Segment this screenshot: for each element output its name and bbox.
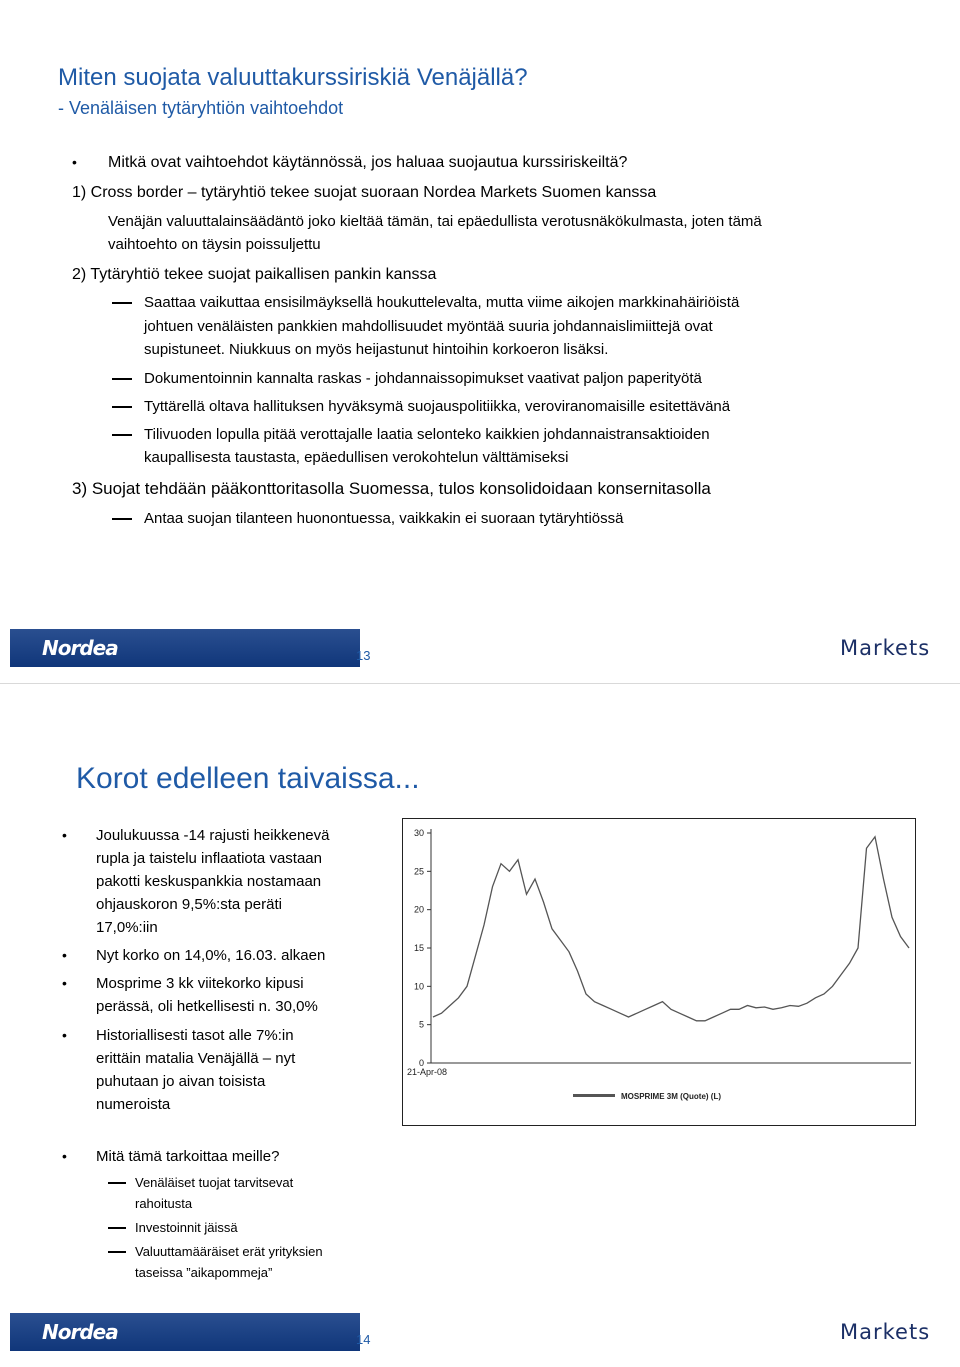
bullet-1-line2: rupla ja taistelu inflaatiota vastaan (96, 850, 322, 867)
option-2-item-3: Tyttärellä oltava hallituksen hyväksymä suojauspolitiikka, veroviranomaisille esitettävänä (144, 398, 731, 415)
bullet-dot: • (72, 154, 77, 170)
option-1-note-line1: Venäjän valuuttalainsäädäntö joko kieltää tämän, tai epäedullista verotusnäkökulmasta, joten tämä (108, 213, 762, 230)
slide-14 (0, 684, 960, 1367)
question-text: Mitkä ovat vaihtoehdot käytännössä, jos haluaa suojautua kurssiriskeiltä? (108, 154, 628, 171)
dash-marker (112, 518, 132, 520)
mosprime-chart (402, 818, 916, 1126)
dash-marker (112, 378, 132, 380)
sub-item-2: Investoinnit jäissä (135, 1220, 238, 1235)
option-2-item-1-line1: Saattaa vaikuttaa ensisilmäyksellä houkuttelevalta, mutta viime aikojen markkinahäiriöistä (144, 294, 740, 311)
markets-logo: Markets (840, 1320, 931, 1344)
option-2-item-1-line3: supistuneet. Niukkuus on myös heijastunut hintoihin korkoeron lisäksi. (144, 341, 609, 358)
sub-item-1-line2: rahoitusta (135, 1196, 193, 1211)
dash-marker (112, 434, 132, 436)
legend-label: MOSPRIME 3M (Quote) (L) (621, 1092, 721, 1101)
nordea-logo: Nordea (42, 636, 118, 660)
mosprime-chart-svg (403, 819, 915, 1125)
y-tick-label: 30 (413, 828, 424, 838)
page-number: 13 (356, 648, 371, 663)
bullet-4-line3: puhutaan jo aivan toisista (96, 1073, 266, 1090)
legend-swatch (573, 1094, 615, 1097)
bullet-dot: • (62, 827, 67, 843)
bullet-3-line2: perässä, oli hetkellisesti n. 30,0% (96, 998, 318, 1015)
option-3-item: Antaa suojan tilanteen huonontuessa, vaikkakin ei suoraan tytäryhtiössä (144, 510, 624, 527)
bullet-2: Nyt korko on 14,0%, 16.03. alkaen (96, 947, 326, 964)
y-tick-label: 0 (418, 1058, 424, 1068)
dash-marker (108, 1182, 126, 1184)
slide-title: Miten suojata valuuttakurssiriskiä Venäjällä? (58, 64, 528, 91)
y-tick-label: 15 (413, 943, 424, 953)
bullet-4-line4: numeroista (96, 1096, 171, 1113)
question-text: Mitä tämä tarkoittaa meille? (96, 1148, 280, 1165)
bullet-1-line1: Joulukuussa -14 rajusti heikkenevä (96, 827, 330, 844)
dash-marker (108, 1251, 126, 1253)
option-2-item-2: Dokumentoinnin kannalta raskas - johdannaissopimukset vaativat paljon paperityötä (144, 370, 702, 387)
bullet-4-line1: Historiallisesti tasot alle 7%:in (96, 1027, 294, 1044)
slide-13 (0, 0, 960, 683)
bullet-dot: • (62, 975, 67, 991)
x-tick-label: 21-Apr-08 (407, 1067, 448, 1077)
option-1-note-line2: vaihtoehto on täysin poissuljettu (108, 236, 321, 253)
bullet-3-line1: Mosprime 3 kk viitekorko kipusi (96, 975, 304, 992)
bullet-1-line5: 17,0%:iin (96, 919, 158, 936)
option-2-item-4-line2: kaupallisesta taustasta, epäedullisen verokohtelun välttämiseksi (144, 449, 569, 466)
bullet-1-line4: ohjauskoron 9,5%:sta peräti (96, 896, 282, 913)
dash-marker (112, 302, 132, 304)
sub-item-3-line1: Valuuttamääräiset erät yrityksien (135, 1244, 323, 1259)
slide-title: Korot edelleen taivaissa... (76, 762, 420, 795)
option-2-item-4-line1: Tilivuoden lopulla pitää verottajalle laatia selonteko kaikkien johdannaistransaktioiden (144, 426, 710, 443)
y-tick-label: 20 (413, 904, 424, 915)
bullet-1-line3: pakotti keskuspankkia nostamaan (96, 873, 322, 890)
dash-marker (108, 1227, 126, 1229)
bullet-dot: • (62, 947, 67, 963)
sub-item-3-line2: taseissa ”aikapommeja” (135, 1265, 273, 1280)
bullet-dot: • (62, 1148, 67, 1164)
series-line (433, 837, 909, 1021)
option-2-item-1-line2: johtuen venäläisten pankkien mahdollisuudet myöntää suuria johdannaislimiittejä ovat (144, 318, 713, 335)
sub-item-1-line1: Venäläiset tuojat tarvitsevat (135, 1175, 294, 1190)
option-1: 1) Cross border – tytäryhtiö tekee suojat suoraan Nordea Markets Suomen kanssa (72, 184, 657, 201)
y-tick-label: 10 (413, 981, 424, 992)
option-2: 2) Tytäryhtiö tekee suojat paikallisen pankin kanssa (72, 266, 437, 283)
page-number: 14 (356, 1332, 371, 1347)
y-tick-label: 5 (418, 1019, 424, 1030)
bullet-4-line2: erittäin matalia Venäjällä – nyt (96, 1050, 296, 1067)
dash-marker (112, 406, 132, 408)
slide-subtitle: - Venäläisen tytäryhtiön vaihtoehdot (58, 98, 344, 118)
nordea-logo: Nordea (42, 1320, 118, 1344)
markets-logo: Markets (840, 636, 931, 660)
y-tick-label: 25 (413, 866, 424, 877)
option-3: 3) Suojat tehdään pääkonttoritasolla Suomessa, tulos konsolidoidaan konsernitasolla (72, 479, 711, 498)
bullet-dot: • (62, 1027, 67, 1043)
